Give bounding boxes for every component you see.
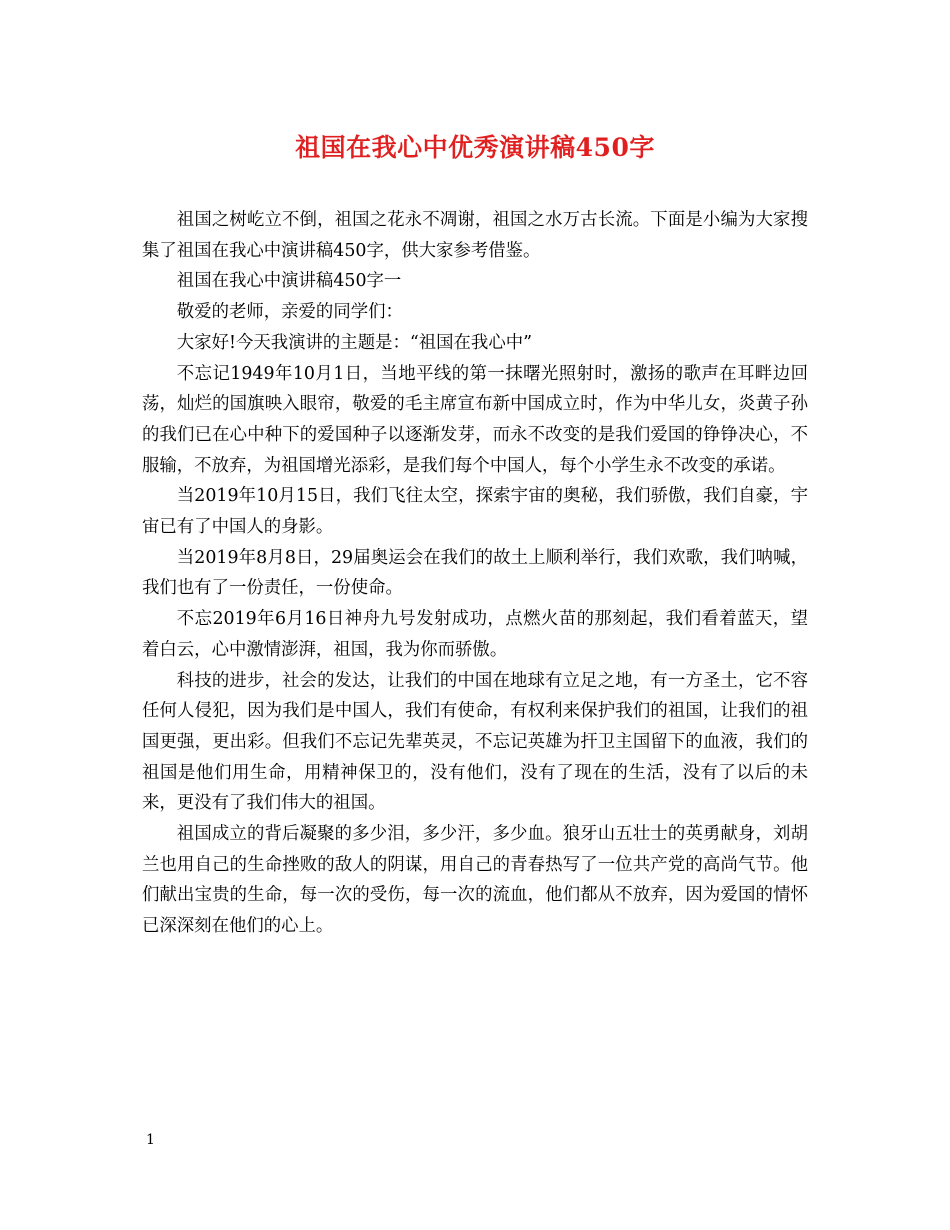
- paragraph-space: 当2019年10月15日，我们飞往太空，探索宇宙的奥秘，我们骄傲，我们自豪，宇宙已有了中国人的身影。: [142, 486, 808, 538]
- paragraph-olympics: 当2019年8月8日，29届奥运会在我们的故土上顺利举行，我们欢歌，我们呐喊，我们也有了一份责任，一份使命。: [142, 547, 808, 599]
- paragraph-technology: 科技的进步，社会的发达，让我们的中国在地球有立足之地，有一方圣土，它不容任何人侵犯，因为我们是中国人，我们有使命，有权利来保护我们的祖国，让我们的祖国更强，更出彩。但我们不忘记先辈英灵，不忘记英雄为扞卫主国留下的血液，我们的祖国是他们用生命，用精神保卫的，没有他们，没有了现在的生活，没有了以后的未来，更没有了我们伟大的祖国。: [142, 670, 808, 814]
- paragraph-salutation: 敬爱的老师，亲爱的同学们：: [176, 302, 403, 323]
- paragraph-shenzhou: 不忘2019年6月16日神舟九号发射成功，点燃火苗的那刻起，我们看着蓝天，望着白云，心中激情澎湃，祖国，我为你而骄傲。: [142, 609, 808, 660]
- paragraph-greeting: 大家好!今天我演讲的主题是：“祖国在我心中”: [176, 332, 532, 353]
- page-number: 1: [146, 1132, 155, 1148]
- document-title: 祖国在我心中优秀演讲稿450字: [295, 133, 655, 162]
- paragraph-section-heading: 祖国在我心中演讲稿450字一: [176, 271, 402, 292]
- document-body: [142, 205, 808, 942]
- paragraph-intro: 祖国之树屹立不倒，祖国之花永不凋谢，祖国之水万古长流。下面是小编为大家搜集了祖国在我心中演讲稿450字，供大家参考借鉴。: [142, 210, 808, 261]
- paragraph-sacrifice: 祖国成立的背后凝聚的多少泪，多少汗，多少血。狼牙山五壮士的英勇献身，刘胡兰也用自己的生命挫败的敌人的阴谋，用自己的青春热写了一位共产党的高尚气节。他们献出宝贵的生命，每一次的受伤，每一次的流血，他们都从不放弃，因为爱国的情怀已深深刻在他们的心上。: [142, 824, 808, 937]
- paragraph-1949: 不忘记1949年10月1日，当地平线的第一抹曙光照射时，激扬的歌声在耳畔边回荡，灿烂的国旗映入眼帘，敬爱的毛主席宣布新中国成立时，作为中华儿女，炎黄子孙的我们已在心中种下的爱国种子以逐渐发芽，而永不改变的是我们爱国的铮铮决心，不服输，不放弃，为祖国增光添彩，是我们每个中国人，每个小学生永不改变的承诺。: [142, 363, 808, 476]
